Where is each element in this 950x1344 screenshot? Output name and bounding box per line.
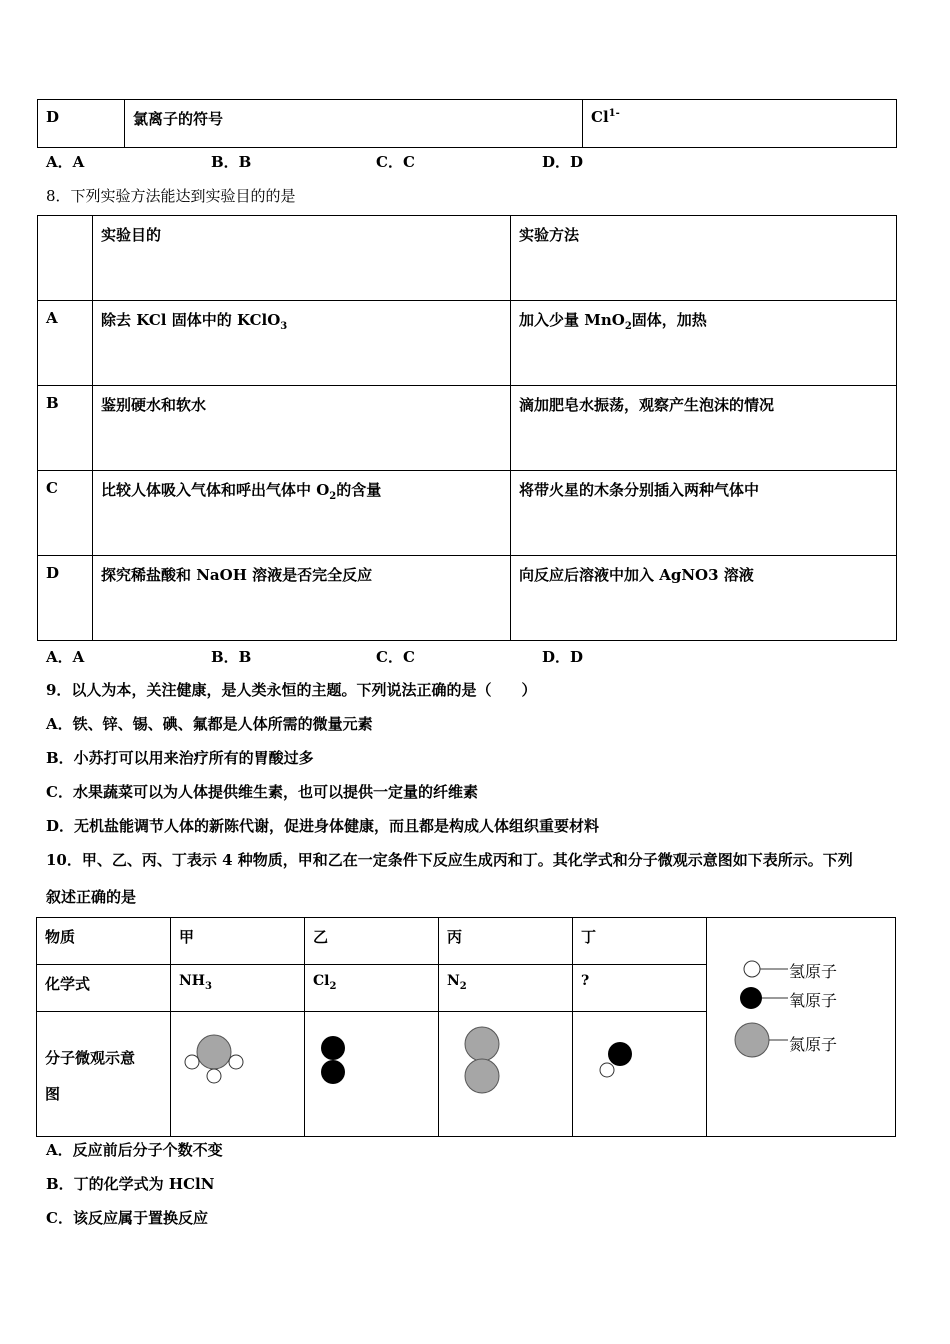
q8-row-d-purpose: 探究稀盐酸和 NaOH 溶液是否完全反应 (93, 556, 511, 641)
q10-diagram-label: 分子微观示意 图 (37, 1012, 171, 1137)
q8-row-c-method: 将带火星的木条分别插入两种气体中 (511, 471, 897, 556)
q10-diagram-jia (171, 1012, 305, 1137)
q10-option-c[interactable]: C．该反应属于置换反应 (46, 1209, 208, 1227)
q9-option-b[interactable]: B．小苏打可以用来治疗所有的胃酸过多 (46, 749, 314, 767)
q8-row-a-purpose: 除去 KCl 固体中的 KClO$_3$ (93, 301, 511, 386)
q7-table-tail (37, 99, 897, 148)
q10-formula-bing: $N_2$ (439, 965, 573, 1012)
q8-row-c-purpose: 比较人体吸入气体和呼出气体中 $O_2$的含量 (93, 471, 511, 556)
q8-row-b-method: 滴加肥皂水振荡，观察产生泡沫的情况 (511, 386, 897, 471)
q9-question: 9．以人为本，关注健康，是人类永恒的主题。下列说法正确的是（ ） (46, 681, 537, 699)
q10-formula-label: 化学式 (37, 965, 171, 1012)
q8-table (37, 215, 897, 641)
q7-row-d-desc: 氯离子的符号 (125, 100, 583, 148)
q10-option-a[interactable]: A．反应前后分子个数不变 (46, 1141, 223, 1159)
q9-option-a[interactable]: A．铁、锌、锡、碘、氟都是人体所需的微量元素 (46, 715, 373, 733)
q10-header-bing: 丙 (439, 918, 573, 965)
q9-option-d[interactable]: D．无机盐能调节人体的新陈代谢，促进身体健康，而且都是构成人体组织重要材料 (46, 817, 600, 835)
q10-diagram-ding (573, 1012, 707, 1137)
cl2-molecule (305, 1012, 438, 1132)
q10-header-ding: 丁 (573, 918, 707, 965)
q8-row-b-purpose: 鉴别硬水和软水 (93, 386, 511, 471)
legend-hydrogen: 氢原子 (789, 962, 838, 981)
q8-header-purpose: 实验目的 (93, 216, 511, 301)
q8-option-d[interactable]: D．D (542, 648, 584, 666)
q7-row-d-label: D (38, 100, 125, 148)
n2-molecule (439, 1012, 572, 1132)
q10-formula-jia: $NH_3$ (171, 965, 305, 1012)
q8-header-method: 实验方法 (511, 216, 897, 301)
q8-option-b[interactable]: B．B (211, 648, 252, 666)
q7-option-a[interactable]: A．A (46, 153, 85, 171)
q10-diagram-bing (439, 1012, 573, 1137)
q8-row-d-method: 向反应后溶液中加入 AgNO3 溶液 (511, 556, 897, 641)
q10-header-jia: 甲 (171, 918, 305, 965)
q7-option-d[interactable]: D．D (542, 153, 584, 171)
q7-option-b[interactable]: B．B (211, 153, 252, 171)
nh3-molecule (171, 1012, 304, 1132)
q8-row-b-label: B (38, 386, 93, 471)
q9-option-c[interactable]: C．水果蔬菜可以为人体提供维生素，也可以提供一定量的纤维素 (46, 783, 478, 801)
q8-row-c-label: C (38, 471, 93, 556)
q10-header-yi: 乙 (305, 918, 439, 965)
q10-question-line1: 10．甲、乙、丙、丁表示 4 种物质，甲和乙在一定条件下反应生成丙和丁。其化学式和分子微观示意图如下表所示。下列 (46, 851, 853, 869)
q8-row-a-method: 加入少量 MnO$_2$固体，加热 (511, 301, 897, 386)
legend-oxygen: 氧原子 (789, 991, 838, 1010)
q10-formula-yi: $Cl_2$ (305, 965, 439, 1012)
q8-row-d-label: D (38, 556, 93, 641)
legend-icons (728, 955, 788, 1060)
q10-header-substance: 物质 (37, 918, 171, 965)
q10-option-b[interactable]: B．丁的化学式为 HClN (46, 1175, 215, 1193)
q10-question-line2: 叙述正确的是 (46, 888, 137, 906)
q8-option-a[interactable]: A．A (46, 648, 85, 666)
q7-row-d-value: $Cl^{1-}$ (583, 100, 897, 148)
q8-row-a-label: A (38, 301, 93, 386)
q10-formula-ding: ? (573, 965, 707, 1012)
legend-nitrogen: 氮原子 (789, 1035, 838, 1054)
q10-diagram-yi (305, 1012, 439, 1137)
q7-option-c[interactable]: C．C (376, 153, 415, 171)
q8-option-c[interactable]: C．C (376, 648, 415, 666)
ding-molecule (573, 1012, 706, 1132)
q8-question: 8．下列实验方法能达到实验目的的是 (46, 187, 296, 205)
